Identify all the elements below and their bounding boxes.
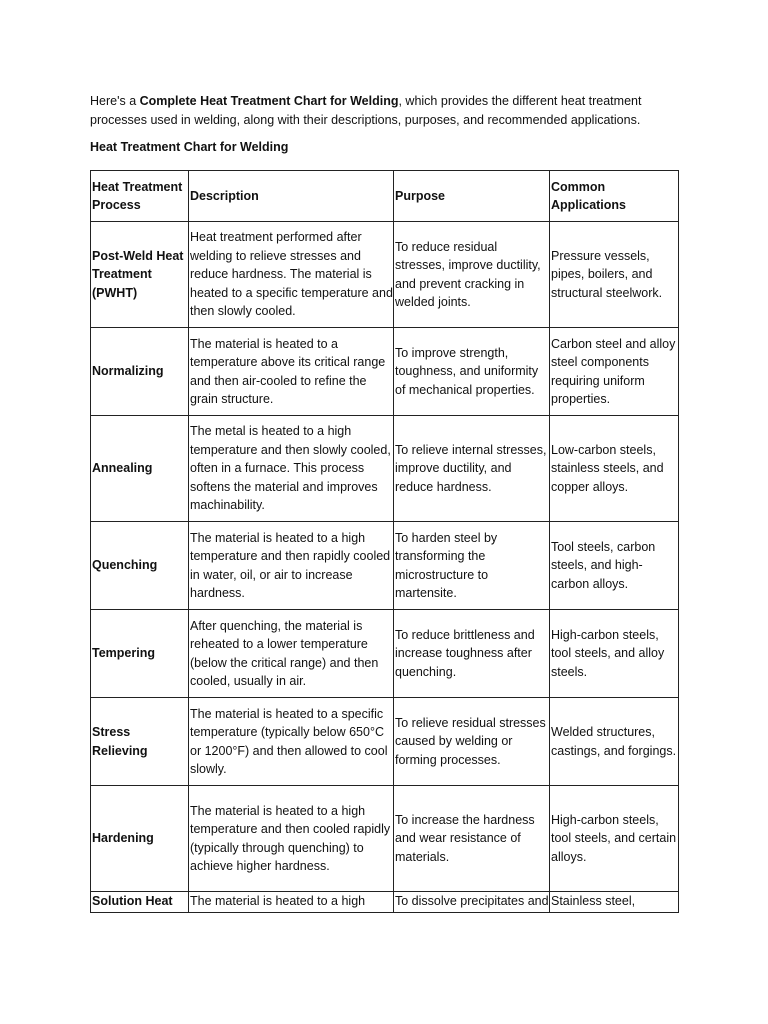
cell-process: Annealing — [91, 416, 189, 522]
cell-applications: High-carbon steels, tool steels, and alloy steels. — [550, 610, 679, 698]
cell-process: Hardening — [91, 786, 189, 892]
cell-purpose: To improve strength, toughness, and uniformity of mechanical properties. — [394, 328, 550, 416]
cell-applications: Stainless steel, — [550, 892, 679, 913]
cell-purpose: To dissolve precipitates and — [394, 892, 550, 913]
table-row — [91, 786, 679, 892]
intro-bold-title: Complete Heat Treatment Chart for Welding — [139, 94, 399, 108]
table-row — [91, 610, 679, 698]
table-header-row — [91, 171, 679, 222]
cell-applications: Low-carbon steels, stainless steels, and copper alloys. — [550, 416, 679, 522]
header-description: Description — [189, 171, 394, 222]
header-purpose: Purpose — [394, 171, 550, 222]
table-row — [91, 522, 679, 610]
cell-process: Solution Heat — [91, 892, 189, 913]
cell-applications: Tool steels, carbon steels, and high-carbon alloys. — [550, 522, 679, 610]
header-applications: Common Applications — [550, 171, 679, 222]
cell-description: Heat treatment performed after welding to relieve stresses and reduce hardness. The material is heated to a specific temperature and then slowly cooled. — [189, 222, 394, 328]
cell-purpose: To reduce residual stresses, improve ductility, and prevent cracking in welded joints. — [394, 222, 550, 328]
intro-suffix: , which provides the different heat treatment processes used in welding, along with their descriptions, purposes, and recommended applications. — [90, 94, 642, 127]
cell-purpose: To increase the hardness and wear resistance of materials. — [394, 786, 550, 892]
cell-description: After quenching, the material is reheated to a lower temperature (below the critical range) and then cooled, usually in air. — [189, 610, 394, 698]
cell-applications: High-carbon steels, tool steels, and certain alloys. — [550, 786, 679, 892]
cell-description: The material is heated to a high temperature and then cooled rapidly (typically through quenching) to achieve higher hardness. — [189, 786, 394, 892]
header-process: Heat Treatment Process — [91, 171, 189, 222]
table-heading: Heat Treatment Chart for Welding — [90, 140, 289, 154]
heat-treatment-table — [90, 170, 679, 913]
intro-paragraph — [90, 92, 680, 130]
cell-applications: Pressure vessels, pipes, boilers, and structural steelwork. — [550, 222, 679, 328]
table-row — [91, 328, 679, 416]
cell-process: Quenching — [91, 522, 189, 610]
document-page — [90, 92, 690, 908]
cell-description: The metal is heated to a high temperature and then slowly cooled, often in a furnace. This process softens the material and improves machinability. — [189, 416, 394, 522]
cell-process: Stress Relieving — [91, 698, 189, 786]
cell-description: The material is heated to a specific temperature (typically below 650°C or 1200°F) and then allowed to cool slowly. — [189, 698, 394, 786]
cell-process: Tempering — [91, 610, 189, 698]
cell-purpose: To relieve residual stresses caused by welding or forming processes. — [394, 698, 550, 786]
table-row — [91, 698, 679, 786]
intro-prefix: Here's a — [90, 94, 140, 108]
cell-applications: Carbon steel and alloy steel components requiring uniform properties. — [550, 328, 679, 416]
cell-process: Normalizing — [91, 328, 189, 416]
table-row — [91, 416, 679, 522]
cell-purpose: To harden steel by transforming the microstructure to martensite. — [394, 522, 550, 610]
table-row — [91, 222, 679, 328]
cell-description: The material is heated to a temperature above its critical range and then air-cooled to refine the grain structure. — [189, 328, 394, 416]
table-row — [91, 892, 679, 913]
cell-process: Post-Weld Heat Treatment (PWHT) — [91, 222, 189, 328]
cell-description: The material is heated to a high temperature and then rapidly cooled in water, oil, or air to increase hardness. — [189, 522, 394, 610]
cell-applications: Welded structures, castings, and forgings. — [550, 698, 679, 786]
cell-purpose: To reduce brittleness and increase toughness after quenching. — [394, 610, 550, 698]
cell-description: The material is heated to a high — [189, 892, 394, 913]
cell-purpose: To relieve internal stresses, improve ductility, and reduce hardness. — [394, 416, 550, 522]
